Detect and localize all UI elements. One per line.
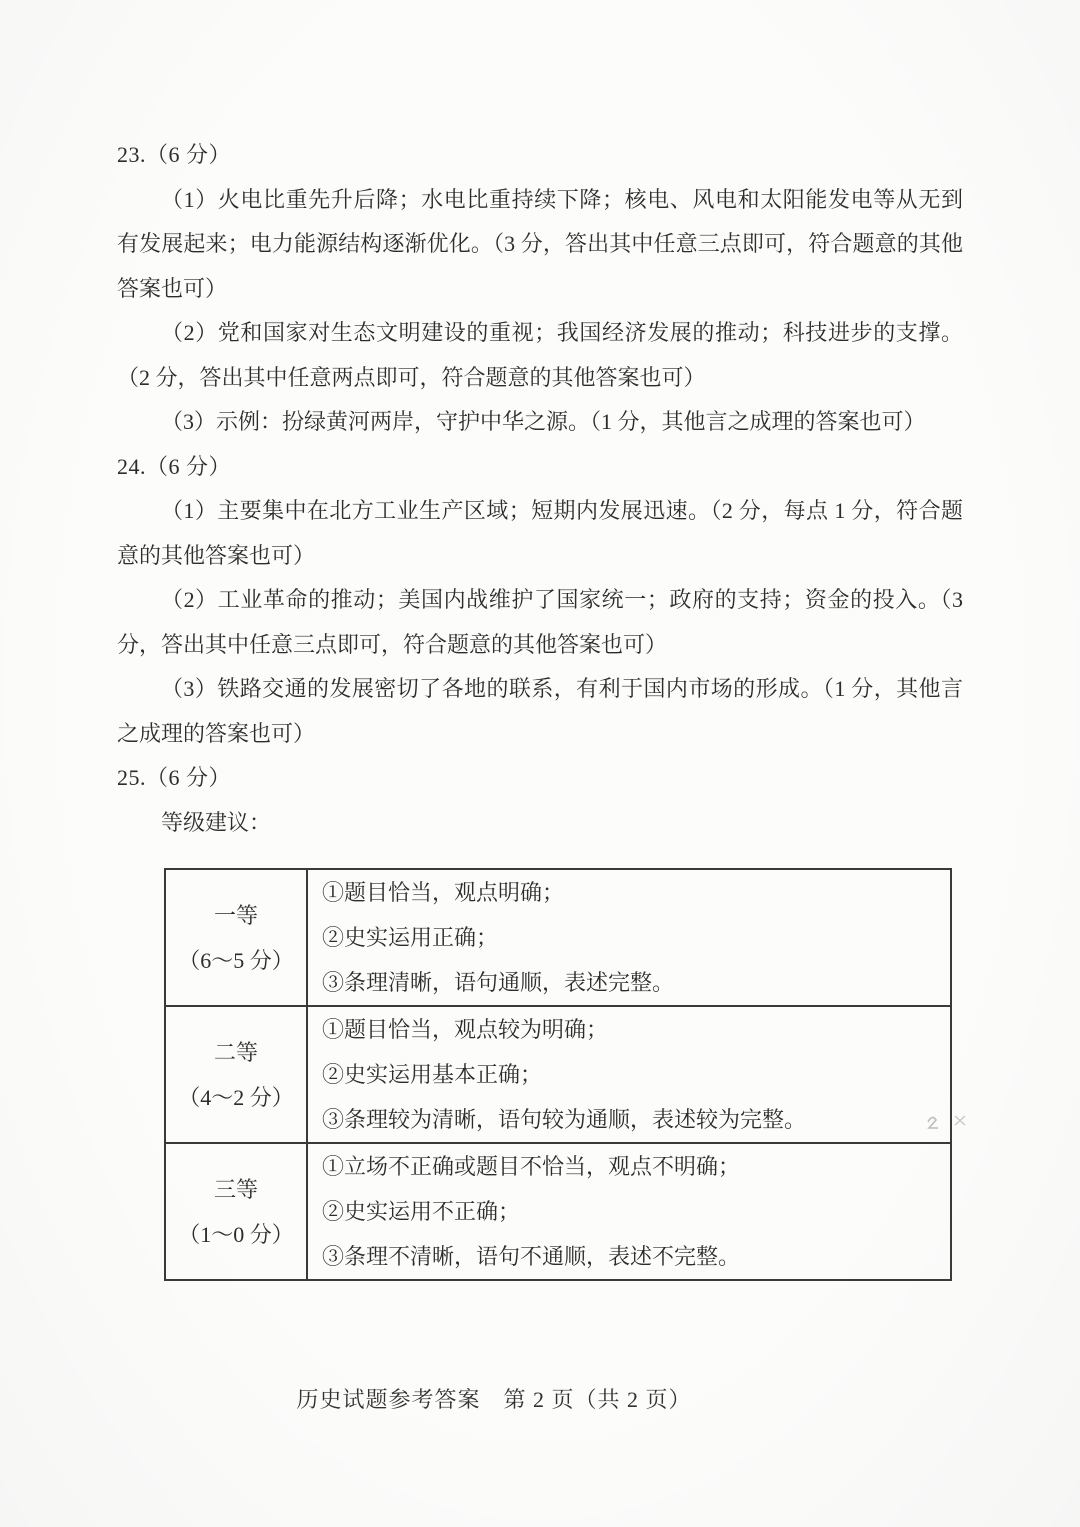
- criteria-cell-tier3: [307, 1143, 951, 1280]
- page-footer: [0, 1383, 1080, 1414]
- criteria-item: ①立场不正确或题目不恰当，观点不明确；: [322, 1154, 741, 1179]
- criteria-item: ②史实运用正确；: [322, 925, 499, 950]
- grade-score-range: （1～0 分）: [178, 1221, 294, 1247]
- table-row: [165, 1006, 951, 1143]
- criteria-item: ③条理不清晰，语句不通顺，表述不完整。: [322, 1244, 741, 1269]
- question-23-number: 23.（6 分）: [117, 142, 232, 167]
- criteria-cell-tier1: [307, 869, 951, 1006]
- grade-table-intro: 等级建议：: [161, 809, 272, 835]
- criteria-item: ③条理清晰，语句通顺，表述完整。: [322, 970, 675, 995]
- criteria-item: ①题目恰当，观点明确；: [322, 880, 565, 905]
- criteria-cell-tier2: [307, 1006, 951, 1143]
- grade-score-range: （4～2 分）: [178, 1084, 294, 1110]
- question-24-answer-3: （3）铁路交通的发展密切了各地的联系，有利于国内市场的形成。（1 分，其他言之成理的答案也可）: [117, 676, 963, 746]
- question-23-answer-1: （1）火电比重先升后降；水电比重持续下降；核电、风电和太阳能发电等从无到有发展起来；电力能源结构逐渐优化。（3 分，答出其中任意三点即可，符合题意的其他答案也可）: [117, 186, 963, 301]
- question-24-number: 24.（6 分）: [117, 453, 232, 479]
- table-row: [165, 1143, 951, 1280]
- grade-cell-tier1: [165, 869, 307, 1006]
- grade-label: 二等: [213, 1039, 258, 1065]
- question-24-block: [117, 445, 963, 757]
- grade-cell-tier3: [165, 1143, 307, 1280]
- grade-cell-tier2: [165, 1006, 307, 1143]
- criteria-item: ②史实运用不正确；: [322, 1199, 521, 1224]
- criteria-item: ③条理较为清晰，语句较为通顺，表述较为完整。: [322, 1107, 807, 1132]
- grade-criteria-table: [164, 868, 952, 1281]
- grade-label: 一等: [213, 902, 258, 928]
- question-25-block: [117, 756, 963, 1281]
- grade-label: 三等: [213, 1176, 258, 1202]
- question-23-block: [117, 133, 963, 445]
- criteria-item: ①题目恰当，观点较为明确；: [322, 1017, 609, 1042]
- question-23-answer-2: （2）党和国家对生态文明建设的重视；我国经济发展的推动；科技进步的支撑。（2 分，答出其中任意两点即可，符合题意的其他答案也可）: [117, 320, 963, 390]
- question-23-answer-3: （3）示例：扮绿黄河两岸，守护中华之源。（1 分，其他言之成理的答案也可）: [161, 409, 926, 434]
- grade-score-range: （6～5 分）: [178, 947, 294, 973]
- criteria-item: ②史实运用基本正确；: [322, 1062, 543, 1087]
- table-row: [165, 869, 951, 1006]
- page-content: [117, 133, 963, 1281]
- question-24-answer-2: （2）工业革命的推动；美国内战维护了国家统一；政府的支持；资金的投入。（3 分，答出其中任意三点即可，符合题意的其他答案也可）: [117, 587, 963, 657]
- footer-text: 历史试题参考答案 第 2 页（共 2 页）: [296, 1387, 692, 1412]
- question-25-number: 25.（6 分）: [117, 765, 232, 790]
- scan-artifact-mark: [925, 1110, 971, 1132]
- question-24-answer-1: （1）主要集中在北方工业生产区域；短期内发展迅速。（2 分，每点 1 分，符合题意的其他答案也可）: [117, 498, 963, 568]
